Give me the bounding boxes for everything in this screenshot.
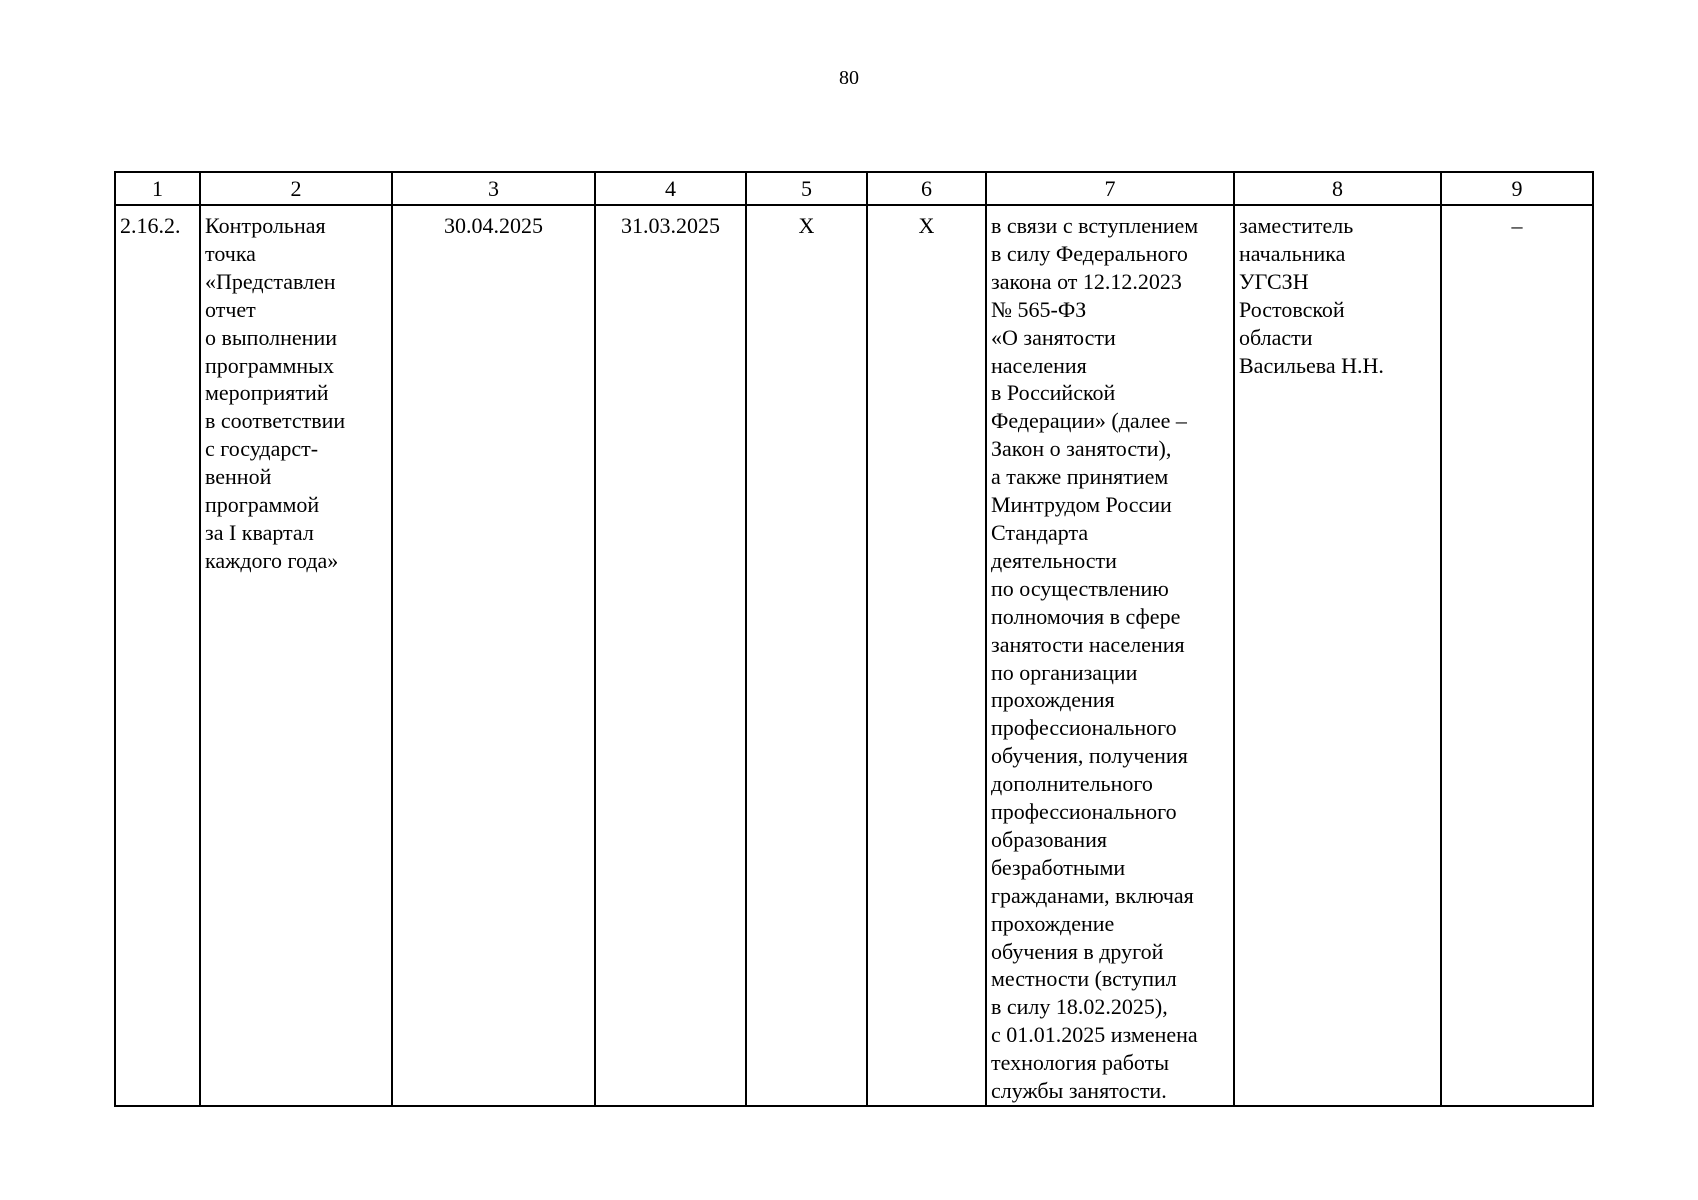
responsible-cell: заместитель начальника УГСЗН Ростовской области Васильева Н.Н. — [1234, 205, 1441, 1106]
col9-cell: – — [1441, 205, 1593, 1106]
row-number-cell: 2.16.2. — [115, 205, 200, 1106]
report-table — [114, 171, 1594, 1107]
header-cell-8: 8 — [1234, 172, 1441, 205]
header-cell-6: 6 — [867, 172, 986, 205]
table-row — [115, 205, 1593, 1106]
header-cell-5: 5 — [746, 172, 867, 205]
control-point-cell: Контрольная точка «Представлен отчет о выполнении программных мероприятий в соответствии с государст- венной программой за I квартал каждого года» — [200, 205, 392, 1106]
planned-date-cell: 30.04.2025 — [392, 205, 595, 1106]
header-cell-2: 2 — [200, 172, 392, 205]
header-cell-4: 4 — [595, 172, 746, 205]
col5-cell: X — [746, 205, 867, 1106]
header-cell-3: 3 — [392, 172, 595, 205]
header-row — [115, 172, 1593, 205]
col6-cell: X — [867, 205, 986, 1106]
header-cell-1: 1 — [115, 172, 200, 205]
reason-cell: в связи с вступлением в силу Федерального закона от 12.12.2023 № 565-ФЗ «О занятости населения в Российской Федерации» (далее – Закон о занятости), а также принятием Минтрудом России Стандарта деятельности по осуществлению полномочия в сфере занятости населения по организации прохождения профессионального обучения, получения дополнительного профессионального образования безработными гражданами, включая прохождение обучения в другой местности (вступил в силу 18.02.2025), с 01.01.2025 изменена технология работы службы занятости. — [986, 205, 1234, 1106]
page-number: 80 — [839, 67, 859, 89]
header-cell-7: 7 — [986, 172, 1234, 205]
header-cell-9: 9 — [1441, 172, 1593, 205]
actual-date-cell: 31.03.2025 — [595, 205, 746, 1106]
